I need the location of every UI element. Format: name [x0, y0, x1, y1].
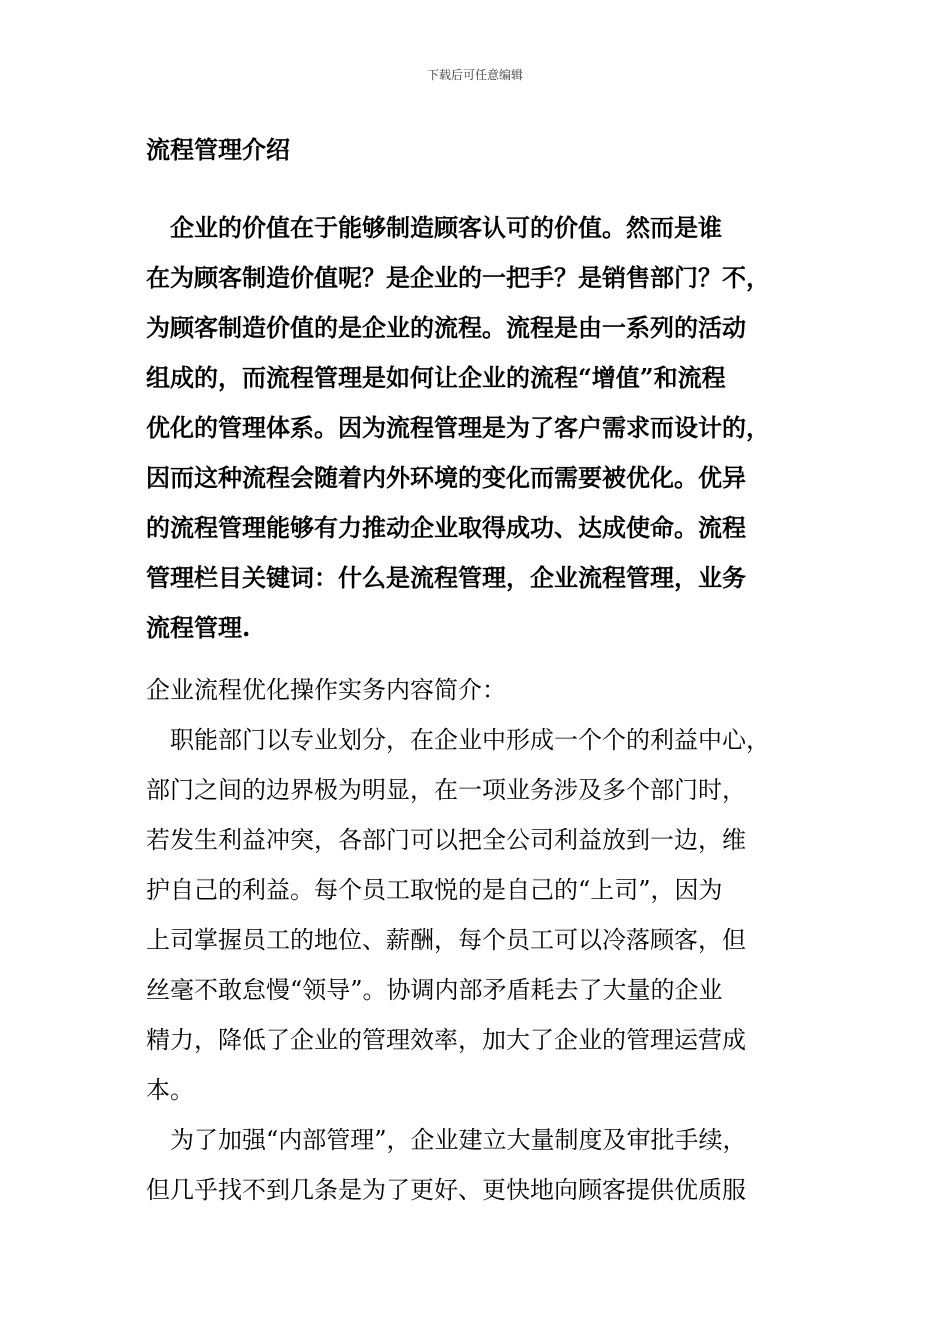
paragraph-line: 精力，降低了企业的管理效率，加大了企业的管理运营成 — [146, 1026, 746, 1054]
intro-paragraph — [146, 203, 796, 653]
section-heading-text: 企业流程优化操作实务内容简介： — [146, 676, 506, 704]
paragraph-line: 为顾客制造价值的是企业的流程。流程是由一系列的活动 — [146, 313, 746, 342]
paragraph-line: 职能部门以专业划分，在企业中形成一个个的利益中心， — [146, 726, 770, 754]
paragraph-line: 流程管理. — [146, 613, 251, 642]
paragraph-line: 护自己的利益。每个员工取悦的是自己的“上司”，因为 — [146, 876, 723, 904]
paragraph-line: 部门之间的边界极为明显，在一项业务涉及多个部门时， — [146, 776, 746, 804]
paragraph-line: 的流程管理能够有力推动企业取得成功、达成使命。流程 — [146, 513, 746, 542]
body-paragraph-internal-management — [146, 1115, 816, 1215]
paragraph-line: 管理栏目关键词：什么是流程管理，企业流程管理，业务 — [146, 563, 746, 592]
paragraph-line: 上司掌握员工的地位、薪酬，每个员工可以冷落顾客，但 — [146, 926, 746, 954]
paragraph-line: 因而这种流程会随着内外环境的变化而需要被优化。优异 — [146, 463, 746, 492]
paragraph-line: 优化的管理体系。因为流程管理是为了客户需求而设计的， — [146, 413, 770, 442]
paragraph-line: 在为顾客制造价值呢？是企业的一把手？是销售部门？不， — [146, 263, 770, 292]
page-header-note: 下载后可任意编辑 — [426, 68, 523, 82]
body-paragraph-departments — [146, 715, 816, 1115]
document-title: 流程管理介绍 — [146, 135, 290, 164]
paragraph-line: 本。 — [146, 1076, 194, 1104]
paragraph-line: 但几乎找不到几条是为了更好、更快地向顾客提供优质服 — [146, 1176, 746, 1204]
paragraph-line: 企业的价值在于能够制造顾客认可的价值。然而是谁 — [146, 213, 722, 242]
paragraph-line: 组成的，而流程管理是如何让企业的流程“增值”和流程 — [146, 363, 726, 392]
paragraph-line: 为了加强“内部管理”，企业建立大量制度及审批手续， — [146, 1126, 747, 1154]
section-heading — [146, 665, 816, 715]
paragraph-line: 丝毫不敢怠慢“领导”。协调内部矛盾耗去了大量的企业 — [146, 976, 723, 1004]
paragraph-line: 若发生利益冲突，各部门可以把全公司利益放到一边，维 — [146, 826, 746, 854]
